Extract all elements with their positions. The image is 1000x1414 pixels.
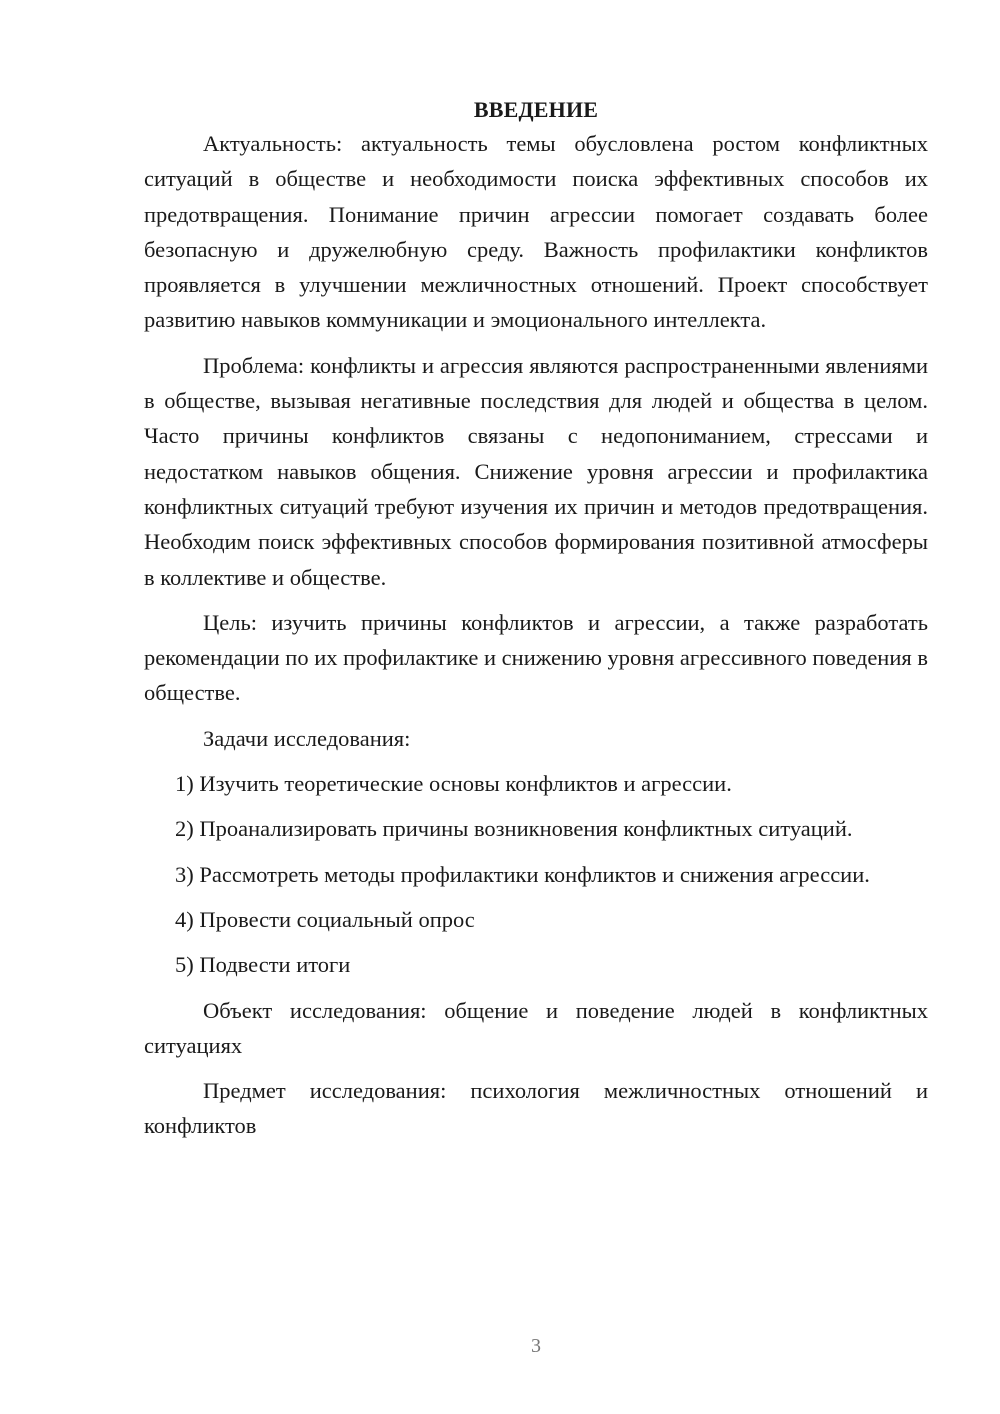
document-page	[144, 92, 928, 1144]
subject-paragraph: Предмет исследования: психология межличностных отношений и конфликтов	[144, 1078, 928, 1139]
object-paragraph: Объект исследования: общение и поведение людей в конфликтных ситуациях	[144, 997, 928, 1058]
relevance-paragraph: Актуальность: актуальность темы обусловлена ростом конфликтных ситуаций в обществе и необходимости поиска эффективных способов их предотвращения. Понимание причин агрессии помогает создавать более безопасную и дружелюбную среду. Важность профилактики конфликтов проявляется в улучшении межличностных отношений. Проект способствует развитию навыков коммуникации и эмоционального интеллекта.	[144, 131, 928, 333]
page-title: ВВЕДЕНИЕ	[473, 97, 599, 122]
problem-paragraph: Проблема: конфликты и агрессия являются распространенными явлениями в обществе, вызывая негативные последствия для людей и общества в целом. Часто причины конфликтов связаны с недопониманием, стрессами и недостатком навыков общения. Снижение уровня агрессии и профилактика конфликтных ситуаций требуют изучения их причин и методов предотвращения. Необходим поиск эффективных способов формирования позитивной атмосферы в коллективе и обществе.	[144, 352, 928, 590]
goal-paragraph: Цель: изучить причины конфликтов и агрессии, а также разработать рекомендации по их профилактике и снижению уровня агрессивного поведения в обществе.	[144, 609, 928, 706]
task-item-2: 2) Проанализировать причины возникновения конфликтных ситуаций.	[175, 816, 853, 842]
tasks-heading: Задачи исследования:	[203, 725, 411, 751]
task-item-1: 1) Изучить теоретические основы конфликтов и агрессии.	[175, 771, 732, 797]
page-number: 3	[531, 1335, 541, 1357]
task-item-3: 3) Рассмотреть методы профилактики конфликтов и снижения агрессии.	[175, 861, 870, 887]
task-item-5: 5) Подвести итоги	[175, 952, 351, 978]
task-item-4: 4) Провести социальный опрос	[175, 906, 475, 932]
